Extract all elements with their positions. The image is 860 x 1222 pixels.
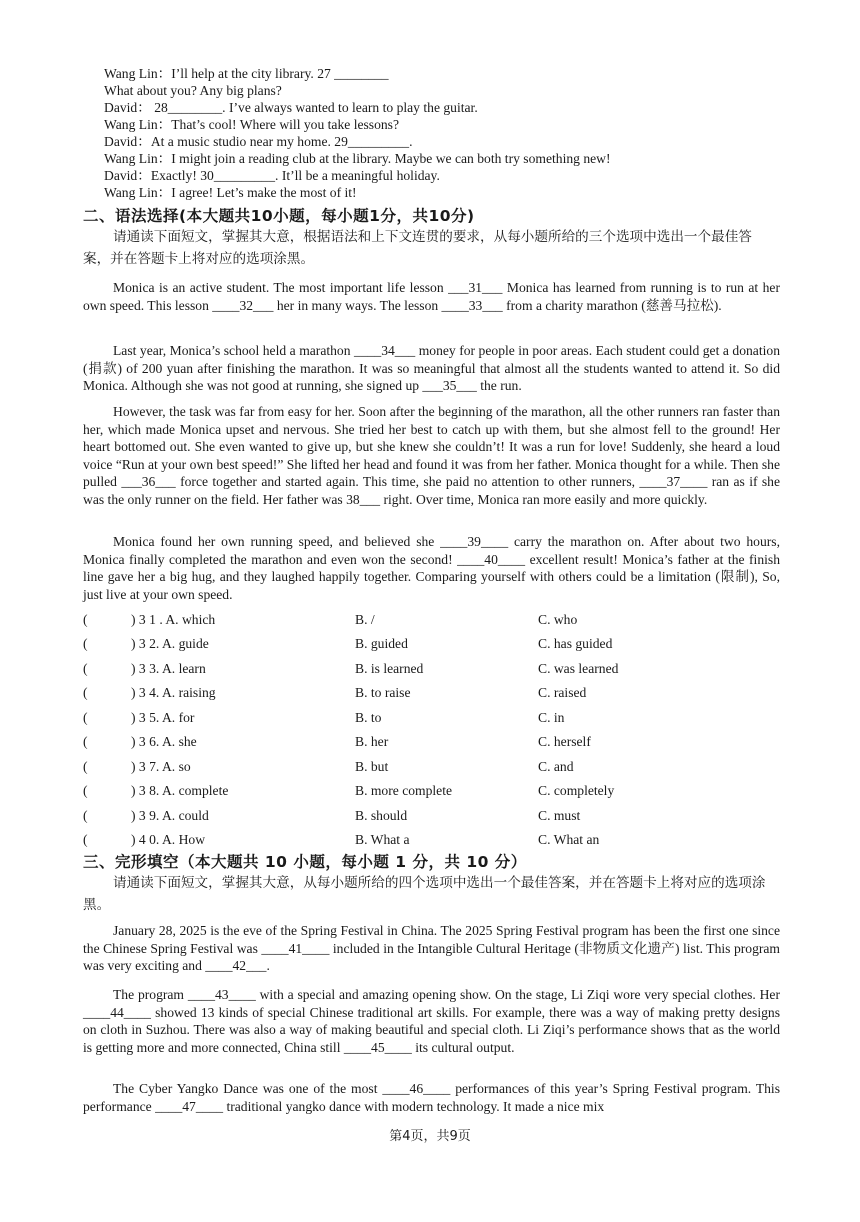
option-a: ) 3 4. A. raising <box>131 685 216 700</box>
option-c: C. raised <box>538 685 587 700</box>
option-row <box>83 661 783 681</box>
option-a: ) 3 9. A. could <box>131 808 209 823</box>
option-row <box>83 710 783 730</box>
answer-paren[interactable]: ( <box>83 685 88 700</box>
passage-paragraph: Monica is an active student. The most important life lesson ___31___ Monica has learned from running is to run at her own speed. This lesson ____32___ her in many ways. The lesson ____33___ from a charity marathon (慈善马拉松). <box>83 280 780 313</box>
passage-paragraph: However, the task was far from easy for her. Soon after the beginning of the marathon, all the other runners ran faster than her, which made Monica upset and nervous. She tried her best to catch up with them, but she almost fell to the ground! Her heart bottomed out. She even wanted to give up, but she knew she couldn’t! It was a run for love! Suddenly, she heard a loud voice “Run at your own best speed!” She lifted her head and found it was from her father. Monica thought for a while. Then she pulled ___36___ force together and started again. This time, she paid no attention to other runners, ____37____ ran as if she was the only runner on the field. Her father was 38___ right. Over time, Monica ran more easily and more quickly. <box>83 404 780 507</box>
passage-paragraph: Monica found her own running speed, and believed she ____39____ carry the marathon on. After about two hours, Monica finally completed the marathon and even won the second! ____40____ excellent result! Monica’s father at the finish line gave her a big hug, and they laughed happily together. Comparing yourself with others could be a limitation (限制), So, just live at your own speed. <box>83 534 780 602</box>
answer-paren[interactable]: ( <box>83 808 88 823</box>
option-b: B. more complete <box>355 783 453 798</box>
option-a: ) 4 0. A. How <box>131 832 206 847</box>
option-row <box>83 612 783 632</box>
section-2-title: 二、语法选择(本大题共10小题，每小题1分，共10分) <box>83 207 475 225</box>
option-a: ) 3 7. A. so <box>131 759 191 774</box>
option-b: B. to <box>355 710 382 725</box>
answer-paren[interactable]: ( <box>83 636 88 651</box>
answer-paren[interactable]: ( <box>83 734 88 749</box>
answer-paren[interactable]: ( <box>83 661 88 676</box>
dialogue-line: Wang Lin：That’s cool! Where will you take lessons? <box>104 117 399 132</box>
option-b: B. is learned <box>355 661 424 676</box>
option-row <box>83 636 783 656</box>
option-row <box>83 808 783 828</box>
option-b: B. / <box>355 612 375 627</box>
answer-paren[interactable]: ( <box>83 832 88 847</box>
dialogue-line: Wang Lin：I might join a reading club at the library. Maybe we can both try something new! <box>104 151 611 166</box>
passage-paragraph: January 28, 2025 is the eve of the Spring Festival in China. The 2025 Spring Festival program has been the first one since the Chinese Spring Festival was ____41____ included in the Intangible Cultural Heritage (非物质文化遗产) list. This program was very exciting and ____42___. <box>83 923 780 974</box>
section-2-instruction: 请通读下面短文，掌握其大意，根据语法和上下文连贯的要求，从每小题所给的三个选项中选出一个最佳答案，并在答题卡上将对应的选项涂黑。 <box>83 229 752 267</box>
option-c: C. who <box>538 612 578 627</box>
option-c: C. completely <box>538 783 615 798</box>
option-c: C. herself <box>538 734 591 749</box>
option-b: B. to raise <box>355 685 411 700</box>
option-row <box>83 685 783 705</box>
section-3-instruction: 请通读下面短文，掌握其大意，从每小题所给的四个选项中选出一个最佳答案，并在答题卡上将对应的选项涂黑。 <box>83 875 766 913</box>
passage-paragraph: Last year, Monica’s school held a marathon ____34___ money for people in poor areas. Each student could get a donation (捐款) of 200 yuan after finishing the marathon. It was so meaningful that almost all the students wanted to attend it. So did Monica. Although she was not good at running, she signed up ___35___ the run. <box>83 343 780 394</box>
section-3-title: 三、完形填空（本大题共 10 小题，每小题 1 分，共 10 分） <box>83 853 527 871</box>
option-a: ) 3 8. A. complete <box>131 783 229 798</box>
option-b: B. What a <box>355 832 410 847</box>
passage-paragraph: The program ____43____ with a special and amazing opening show. On the stage, Li Ziqi wore very special clothes. Her ____44____ showed 13 kinds of special Chinese traditional art skills. For example, there was a way of making pretty designs on cloth in Suzhou. There was also a way of making beautiful and special cloth. Li Ziqi’s performance shows that as the world is getting more and more connected, China still ____45____ its cultural output. <box>83 987 780 1055</box>
answer-paren[interactable]: ( <box>83 783 88 798</box>
answer-paren[interactable]: ( <box>83 759 88 774</box>
option-c: C. What an <box>538 832 600 847</box>
option-b: B. guided <box>355 636 408 651</box>
option-row <box>83 783 783 803</box>
option-row <box>83 759 783 779</box>
page-number: 第4页，共9页 <box>389 1129 471 1144</box>
option-c: C. and <box>538 759 574 774</box>
dialogue-line: What about you? Any big plans? <box>104 83 282 98</box>
option-c: C. has guided <box>538 636 613 651</box>
option-a: ) 3 6. A. she <box>131 734 197 749</box>
option-b: B. her <box>355 734 389 749</box>
dialogue-line: Wang Lin：I’ll help at the city library. 27 ________ <box>104 66 389 81</box>
option-a: ) 3 1 . A. which <box>131 612 216 627</box>
option-a: ) 3 5. A. for <box>131 710 195 725</box>
answer-paren[interactable]: ( <box>83 710 88 725</box>
passage-paragraph: The Cyber Yangko Dance was one of the most ____46____ performances of this year’s Spring Festival program. This performance ____47____ traditional yangko dance with modern technology. It made a nice mix <box>83 1081 780 1114</box>
option-c: C. in <box>538 710 565 725</box>
option-c: C. was learned <box>538 661 619 676</box>
dialogue-line: David：Exactly! 30_________. It’ll be a meaningful holiday. <box>104 168 440 183</box>
option-row <box>83 734 783 754</box>
dialogue-line: David：At a music studio near my home. 29_________. <box>104 134 413 149</box>
answer-paren[interactable]: ( <box>83 612 88 627</box>
option-a: ) 3 2. A. guide <box>131 636 209 651</box>
dialogue-line: Wang Lin：I agree! Let’s make the most of it! <box>104 185 357 200</box>
option-b: B. but <box>355 759 389 774</box>
dialogue-line: David： 28________. I’ve always wanted to learn to play the guitar. <box>104 100 478 115</box>
option-b: B. should <box>355 808 408 823</box>
option-a: ) 3 3. A. learn <box>131 661 206 676</box>
option-c: C. must <box>538 808 581 823</box>
option-row <box>83 832 783 852</box>
